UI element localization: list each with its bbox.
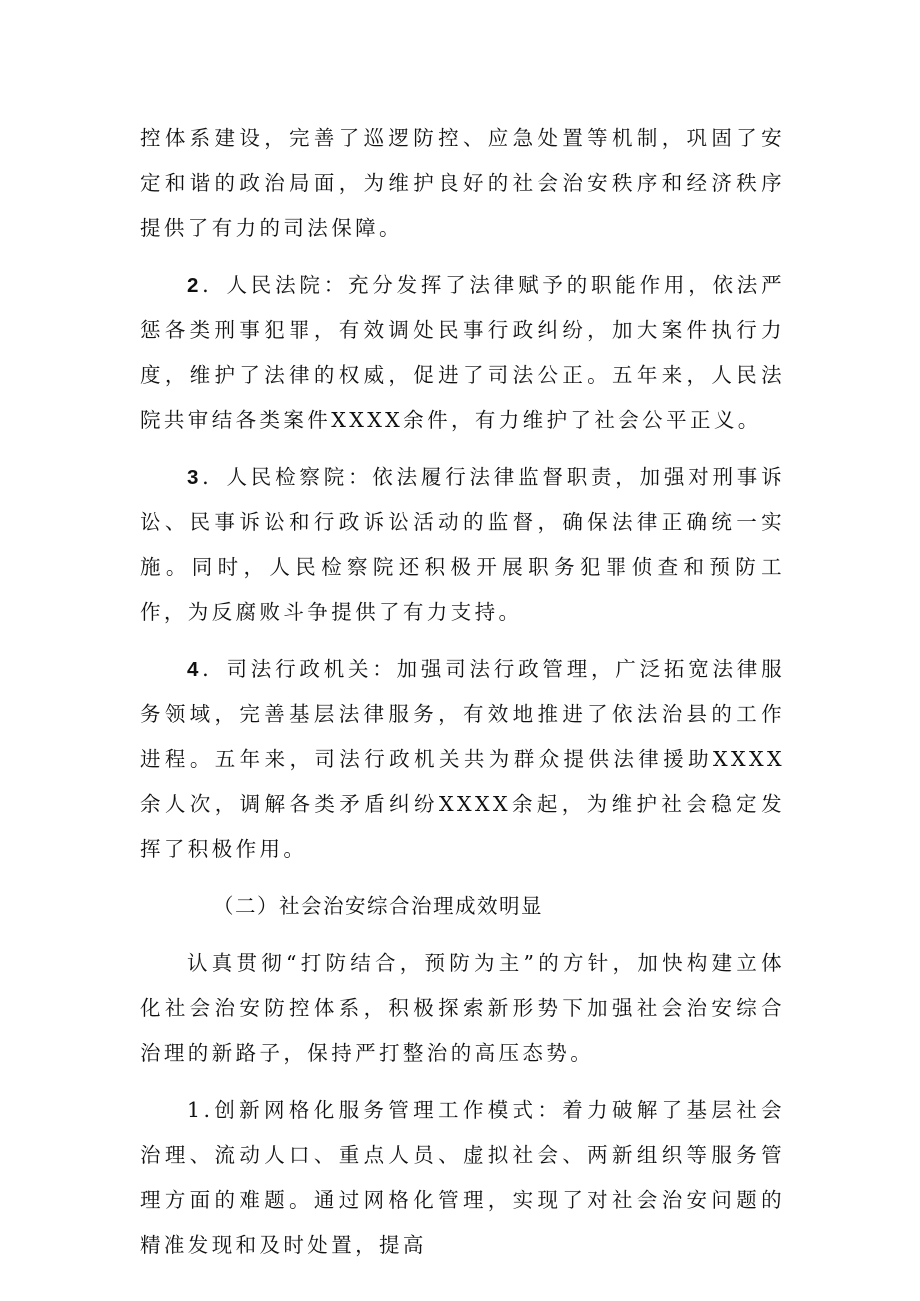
paragraph-text: ．人民法院：充分发挥了法律赋予的职能作用，依法严惩各类刑事犯罪，有效调处民事行政纠纷，加大案件执行力度，维护了法律的权威，促进了司法公正。五年来，人民法院共审结各类案件XXXX余件，有力维护了社会公平正义。 [140, 273, 785, 432]
paragraph-text: 1.创新网格化服务管理工作模式：着力破解了基层社会治理、流动人口、重点人员、虚拟社会、两新组织等服务管理方面的难题。通过网格化管理，实现了对社会治安问题的精准发现和及时处置，提高 [140, 1098, 785, 1257]
paragraph-text: ．人民检察院：依法履行法律监督职责，加强对刑事诉讼、民事诉讼和行政诉讼活动的监督，确保法律正确统一实施。同时，人民检察院还积极开展职务犯罪侦查和预防工作，为反腐败斗争提供了有力支持。 [140, 465, 785, 624]
paragraph-text: 认真贯彻“打防结合，预防为主”的方针，加快构建立体化社会治安防控体系，积极探索新形势下加强社会治安综合治理的新路子，保持严打整治的高压态势。 [140, 951, 785, 1065]
paragraph-judicial-admin [140, 647, 785, 872]
paragraph-procuratorate [140, 455, 785, 635]
paragraph-continuation [140, 116, 785, 251]
item-number: 2 [187, 274, 202, 297]
paragraph-text: 控体系建设，完善了巡逻防控、应急处置等机制，巩固了安定和谐的政治局面，为维护良好的社会治安秩序和经济秩序提供了有力的司法保障。 [140, 126, 785, 240]
paragraph-text: ．司法行政机关：加强司法行政管理，广泛拓宽法律服务领域，完善基层法律服务，有效地推进了依法治县的工作进程。五年来，司法行政机关共为群众提供法律援助XXXX余人次，调解各类矛盾纠纷XXXX余起，为维护社会稳定发挥了积极作用。 [140, 657, 785, 861]
paragraph-people-court [140, 263, 785, 443]
paragraph-grid-management [140, 1088, 785, 1268]
section-heading: （二）社会治安综合治理成效明显 [213, 894, 543, 918]
item-number: 4 [187, 658, 202, 681]
document-body [140, 116, 785, 1280]
item-number: 3 [187, 466, 202, 489]
paragraph-policy [140, 941, 785, 1076]
